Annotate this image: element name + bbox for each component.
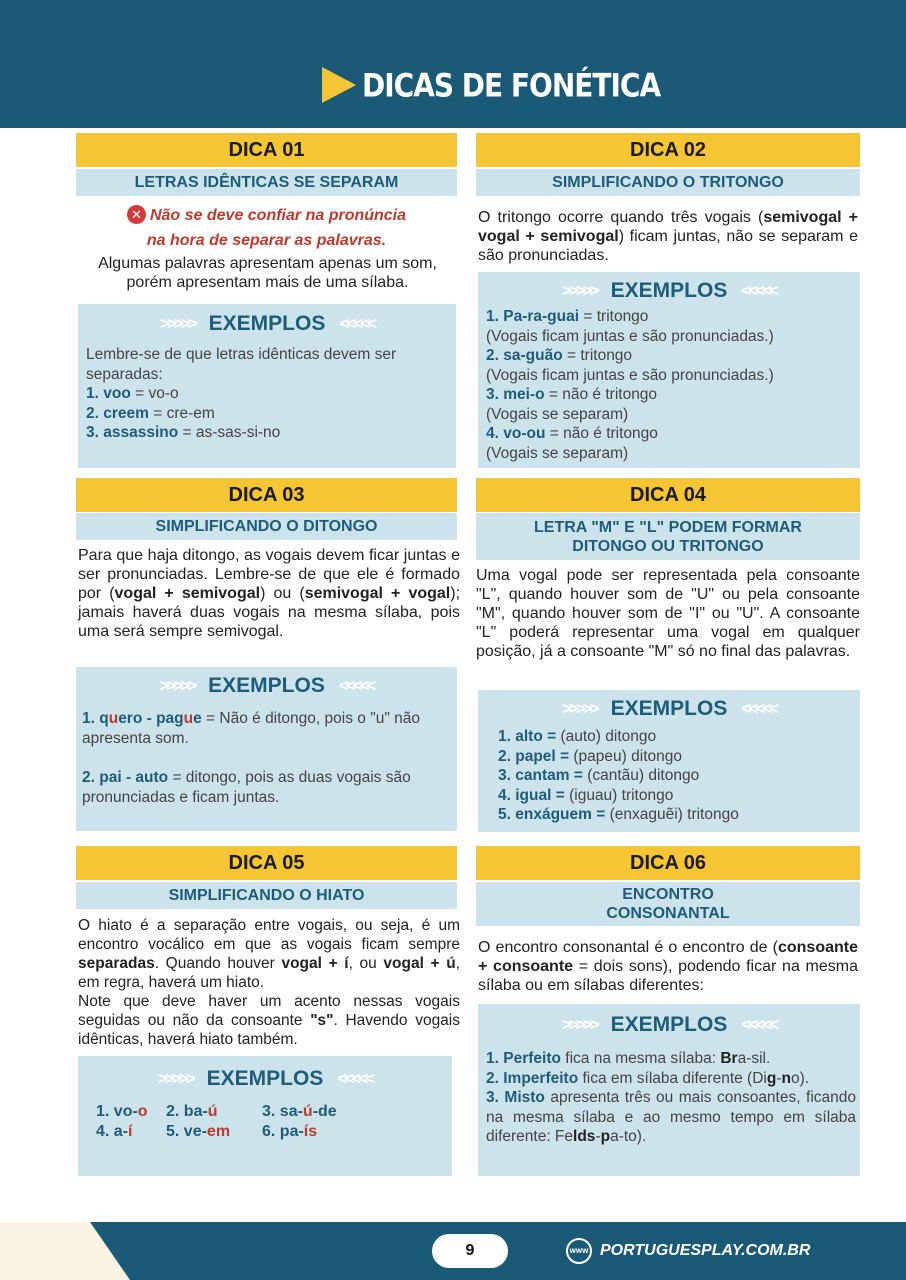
list-item: 4. vo-ou = não é tritongo <box>486 425 658 442</box>
list-item-note: (Vogais ficam juntas e são pronunciadas.) <box>486 327 774 345</box>
tip5-examples-row1 <box>96 1102 452 1122</box>
page-title-wrap <box>322 66 660 104</box>
list-item: 1. voo = vo-o <box>86 385 179 402</box>
tip4-body: Uma vogal pode ser representada pela consoante "L", quando houver som de "U" ou pela consoante "M", quando houver som de "I" ou "U". A consoante "L" poderá representar uma vogal em qualquer posição, já a consoante "M" só no final das palavras. <box>476 567 860 660</box>
play-arrow-icon <box>322 67 356 103</box>
tip3-label: DICA 03 <box>76 478 457 512</box>
chevrons-left-icon: <<<<< <box>339 314 374 334</box>
tip1-examples-intro: Lembre-se de que letras idênticas devem ser separadas: <box>86 346 397 383</box>
list-item: 2. papel = (papeu) ditongo <box>498 747 682 765</box>
tip2-label: DICA 02 <box>476 133 860 167</box>
list-item: 5. ve-em <box>166 1123 231 1140</box>
tip1-examples-title: EXEMPLOS <box>208 312 326 336</box>
page-header <box>0 0 906 128</box>
tip4-subtitle: LETRA "M" E "L" PODEM FORMAR DITONGO OU TRITONGO <box>476 513 860 560</box>
tip1-warning-line1: Não se deve confiar na pronúncia <box>149 207 407 224</box>
list-item: 6. pa-ís <box>262 1123 318 1140</box>
list-item: 3. sa-ú-de <box>262 1103 337 1120</box>
list-item: 1. alto = (auto) ditongo <box>498 728 657 745</box>
tip3-subtitle: SIMPLIFICANDO O DITONGO <box>76 513 457 540</box>
tip1-examples-box <box>78 304 456 468</box>
tip2-examples-header <box>478 276 860 306</box>
tip1-label: DICA 01 <box>76 133 457 167</box>
tip6-examples-header <box>478 1010 860 1040</box>
chevrons-right-icon: >>>>> <box>159 676 195 696</box>
list-item: 2. Imperfeito fica em sílaba diferente (Dig-no). <box>486 1069 810 1087</box>
list-item: 1. quero - pague = Não é ditongo, pois o "u" não apresenta som. <box>82 710 420 747</box>
list-item: 2. creem = cre-em <box>86 404 215 422</box>
tip6-body: O encontro consonantal é o encontro de (consoante + consoante = dois sons), podendo ficar na mesma sílaba ou em sílabas diferentes: <box>478 939 858 994</box>
globe-icon: www <box>566 1238 592 1264</box>
list-item: 3. mei-o = não é tritongo <box>486 386 658 403</box>
tip1-body: Algumas palavras apresentam apenas um som, porém apresentam mais de uma sílaba. <box>98 255 437 291</box>
list-item: 2. pai - auto = ditongo, pois as duas vogais são pronunciadas e ficam juntas. <box>82 769 411 806</box>
tip2-examples-title: EXEMPLOS <box>610 279 728 303</box>
tip1-subtitle: LETRAS IDÊNTICAS SE SEPARAM <box>76 169 457 196</box>
site-link[interactable] <box>566 1236 810 1266</box>
tip1-examples-header <box>78 309 456 339</box>
tip2-examples-box <box>478 272 860 468</box>
list-item: 2. ba-ú <box>166 1103 218 1120</box>
error-x-icon: ✕ <box>127 205 146 224</box>
chevrons-right-icon: >>>>> <box>562 699 597 719</box>
tip5-body: O hiato é a separação entre vogais, ou seja, é um encontro vocálico em que as vogais ficam sempre separadas. Quando houver vogal + í, ou vogal + ú, em regra, haverá um hiato. Note que deve haver um acento nessas vogais seguidas ou não da consoante "s". Havendo vogais idênticas, haverá hiato também. <box>78 917 460 1048</box>
tip5-examples-row2 <box>96 1122 452 1142</box>
list-item: 1. Pa-ra-guai = tritongo <box>486 308 649 325</box>
list-item-note: (Vogais se separam) <box>486 444 629 462</box>
tip5-examples-header <box>78 1064 452 1094</box>
tip3-examples-header <box>76 671 457 701</box>
tip5-label: DICA 05 <box>76 846 457 880</box>
tip4-examples-title: EXEMPLOS <box>610 697 728 721</box>
page-title: DICAS DE FONÉTICA <box>362 66 661 104</box>
list-item: 4. igual = (iguau) tritongo <box>498 786 674 804</box>
chevrons-left-icon: <<<<< <box>741 699 776 719</box>
list-item: 5. enxáguem = (enxaguẽi) tritongo <box>498 806 739 823</box>
chevrons-right-icon: >>>>> <box>562 1015 597 1035</box>
tip5-examples-box <box>78 1056 452 1176</box>
tip3-examples-title: EXEMPLOS <box>208 674 325 698</box>
tip4-examples-box <box>478 690 860 832</box>
tip6-subtitle-line2: CONSONANTAL <box>606 905 730 922</box>
tip6-label: DICA 06 <box>476 846 860 880</box>
chevrons-left-icon: <<<<< <box>338 676 374 696</box>
list-item-note: (Vogais ficam juntas e são pronunciadas.) <box>486 366 774 384</box>
site-url: PORTUGUESPLAY.COM.BR <box>600 1242 811 1259</box>
list-item: 3. Misto apresenta três ou mais consoantes, ficando na mesma sílaba e ao mesmo tempo em sílaba diferente: Felds-pa-to). <box>486 1089 856 1145</box>
list-item: 3. cantam = (cantãu) ditongo <box>498 767 700 784</box>
tip5-examples-title: EXEMPLOS <box>206 1067 324 1091</box>
tip5-subtitle: SIMPLIFICANDO O HIATO <box>76 882 457 909</box>
tip6-examples-box <box>478 1004 860 1176</box>
tip3-examples-box <box>76 667 457 831</box>
tip1-warning-line2: na hora de separar as palavras. <box>146 232 387 249</box>
tip4-examples-header <box>478 694 860 724</box>
list-item: 2. sa-guão = tritongo <box>486 347 633 364</box>
tip2-body: O tritongo ocorre quando três vogais (semivogal + vogal + semivogal) ficam juntas, não se separam e são pronunciadas. <box>478 209 859 264</box>
list-item-note: (Vogais se separam) <box>486 405 629 423</box>
tip6-subtitle <box>476 882 860 926</box>
tip6-subtitle-line1: ENCONTRO <box>622 886 714 903</box>
chevrons-right-icon: >>>>> <box>158 1069 193 1089</box>
tip1-warning <box>76 203 457 253</box>
tip4-label: DICA 04 <box>476 478 860 512</box>
chevrons-right-icon: >>>>> <box>160 314 195 334</box>
chevrons-right-icon: >>>>> <box>562 281 597 301</box>
tip2-subtitle: SIMPLIFICANDO O TRITONGO <box>476 169 860 196</box>
chevrons-left-icon: <<<<< <box>741 281 776 301</box>
list-item: 3. assassino = as-sas-si-no <box>86 424 281 441</box>
chevrons-left-icon: <<<<< <box>337 1069 372 1089</box>
page-number: 9 <box>432 1234 508 1268</box>
tip3-body: Para que haja ditongo, as vogais devem ficar juntas e ser pronunciadas. Lembre-se de que ele é formado por (vogal + semivogal) ou (semivogal + vogal); jamais haverá duas vogais na mesma sílaba, pois uma será sempre semivogal. <box>78 547 461 640</box>
list-item: 1. vo-o <box>96 1103 148 1120</box>
list-item: 1. Perfeito fica na mesma sílaba: Bra-sil. <box>486 1050 771 1067</box>
chevrons-left-icon: <<<<< <box>741 1015 776 1035</box>
tip6-examples-title: EXEMPLOS <box>610 1013 728 1037</box>
list-item: 4. a-í <box>96 1123 133 1140</box>
